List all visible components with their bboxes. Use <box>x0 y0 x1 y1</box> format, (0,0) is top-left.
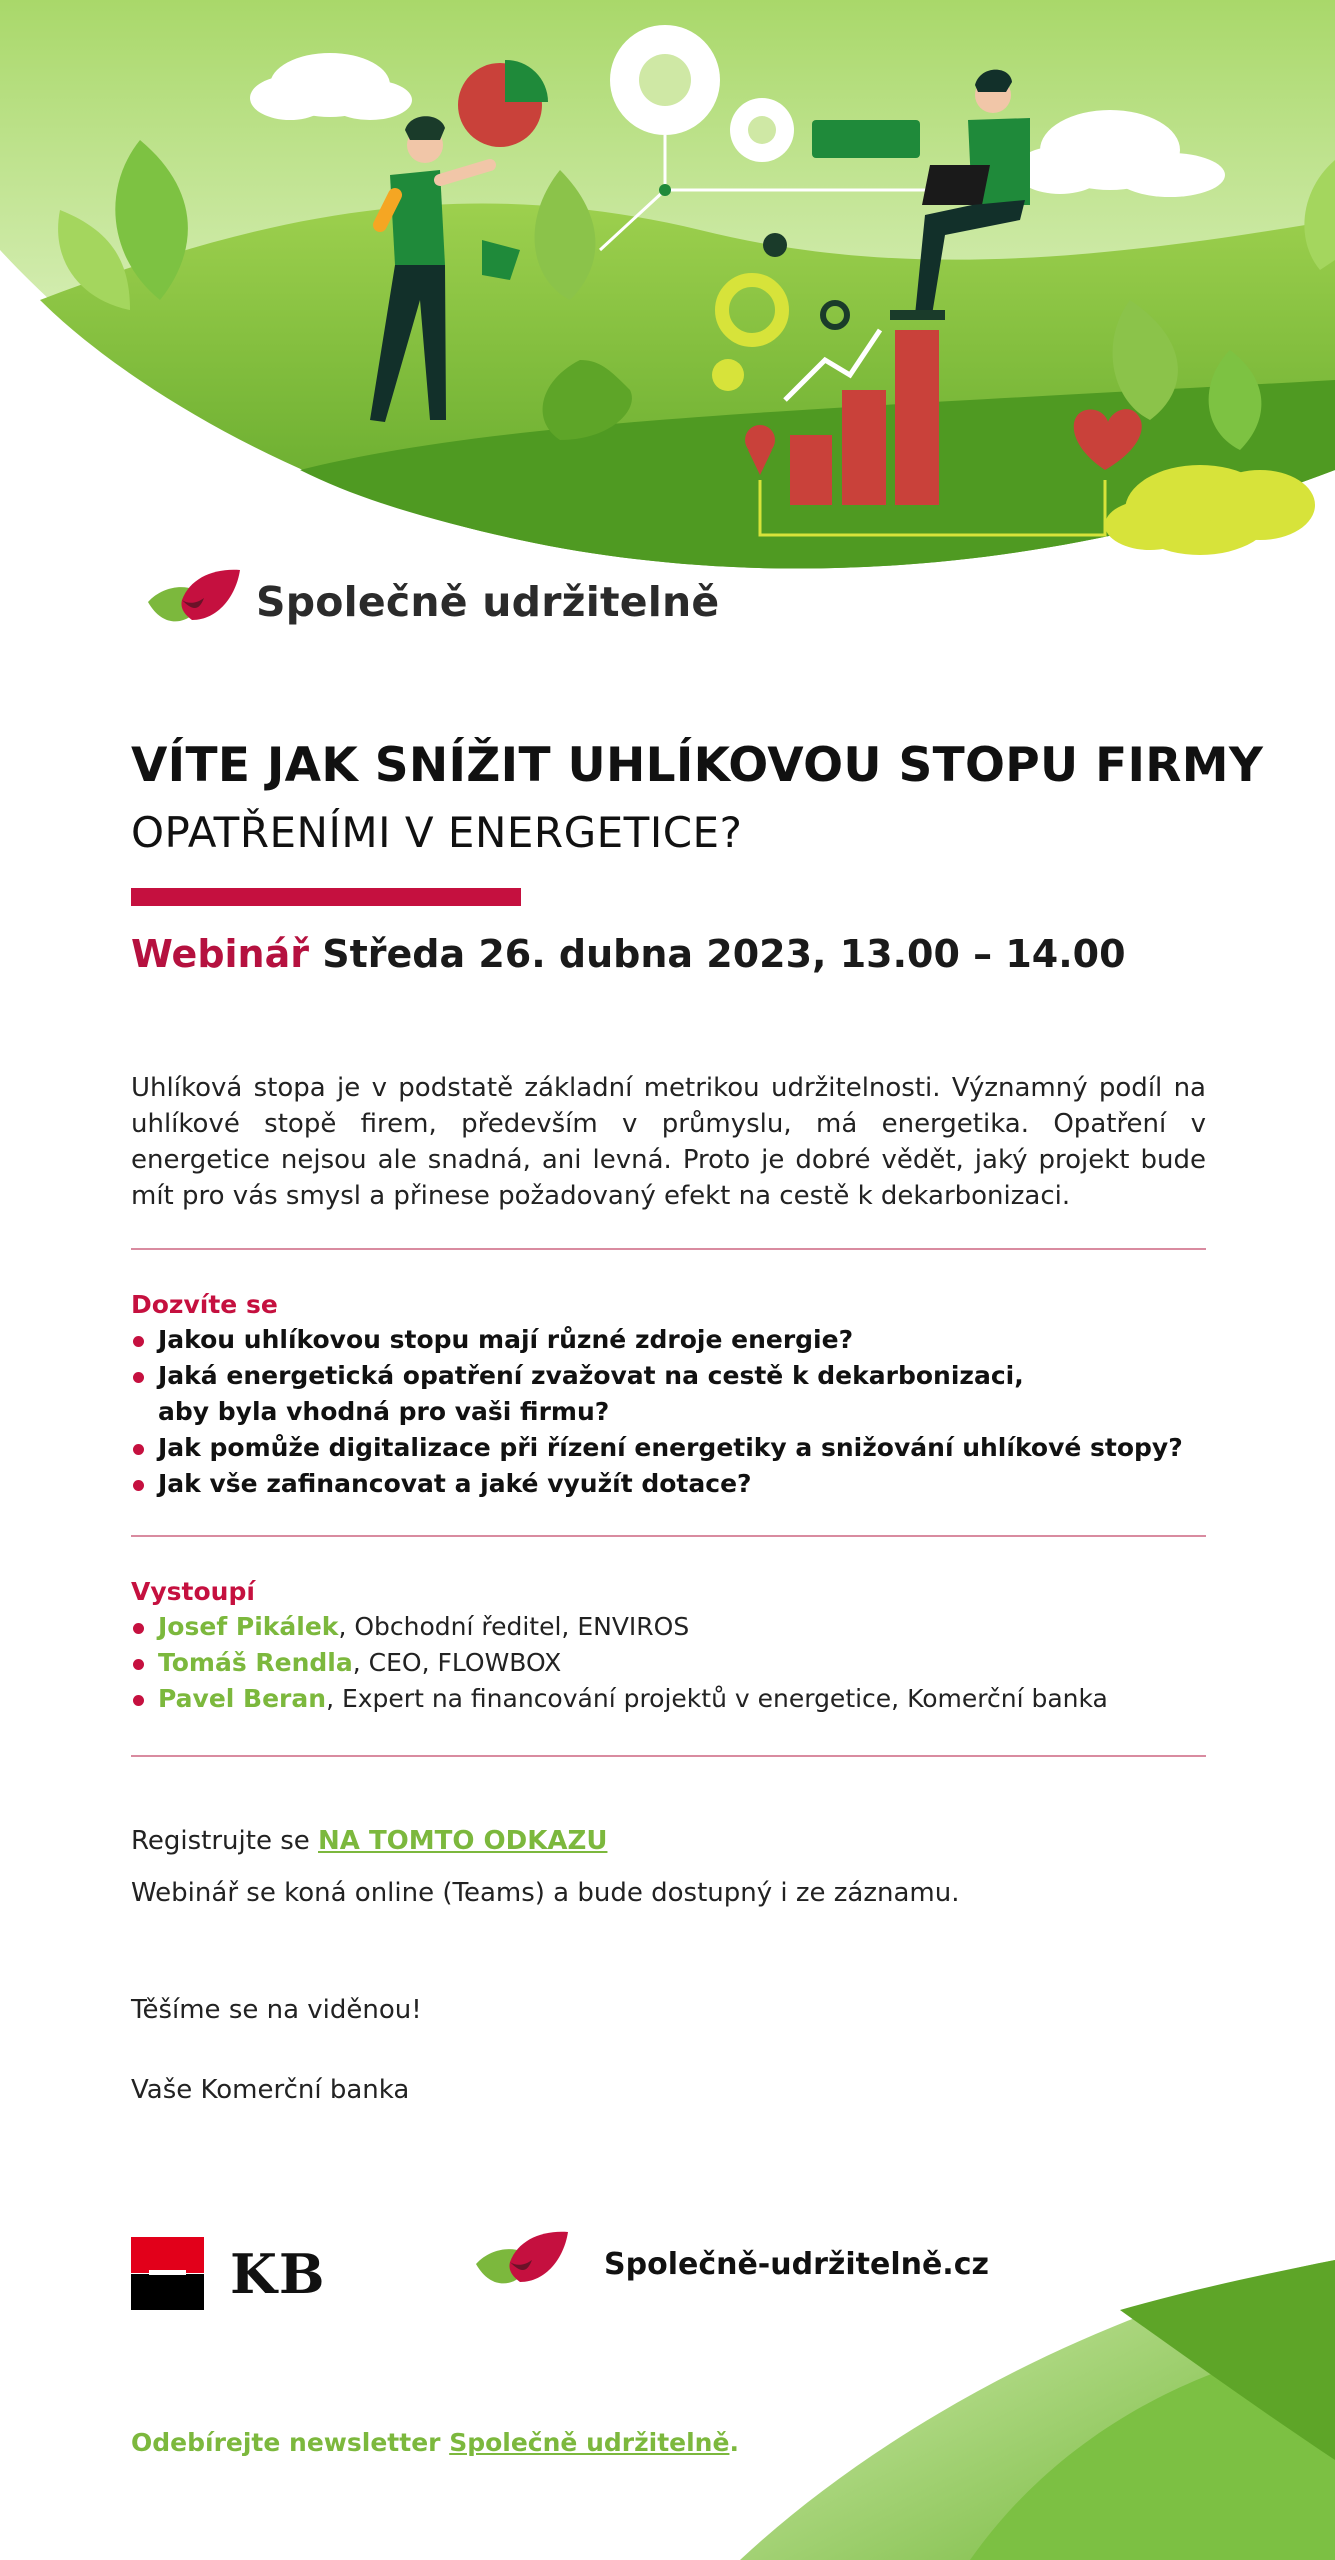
list-item: Jak vše zafinancovat a jaké využít dotace? <box>131 1466 1231 1502</box>
speaker-name: Pavel Beran <box>158 1684 327 1713</box>
speaker-item <box>131 1645 1231 1681</box>
speaker-item <box>131 1609 1231 1645</box>
leaf-logo-icon <box>144 564 240 640</box>
speaker-role: , Expert na financování projektů v energetice, Komerční banka <box>326 1684 1108 1713</box>
speaker-role: , CEO, FLOWBOX <box>352 1648 562 1677</box>
webinar-date-line <box>131 932 1126 976</box>
list-item-continuation: aby byla vhodná pro vaši firmu? <box>158 1397 610 1426</box>
speaker-role: , Obchodní ředitel, ENVIROS <box>338 1612 690 1641</box>
newsletter-link[interactable]: Společně udržitelně <box>449 2428 730 2457</box>
accent-bar <box>131 888 521 906</box>
hero-illustration <box>0 0 1335 580</box>
leaf-logo-icon <box>472 2226 568 2302</box>
speaker-item <box>131 1681 1231 1717</box>
intro-paragraph: Uhlíková stopa je v podstatě základní metrikou udržitelnosti. Významný podíl na uhlíkové stopě firem, především v průmyslu, má energetika. Opatření v energetice nejsou ale snadná, ani levná. Proto je dobré vědět, jaký projekt bude mít pro vás smysl a přinese požadovaný efekt na cestě k dekarbonizaci. <box>131 1073 1206 1211</box>
greeting: Těšíme se na viděnou! <box>131 1995 422 2025</box>
speakers-list <box>131 1609 1231 1717</box>
signature: Vaše Komerční banka <box>131 2075 410 2105</box>
site-url[interactable]: Společně-udržitelně.cz <box>604 2246 989 2282</box>
divider <box>131 1248 1206 1250</box>
learn-list <box>131 1322 1231 1502</box>
list-item: Jakou uhlíkovou stopu mají různé zdroje energie? <box>131 1322 1231 1358</box>
kb-mark-icon <box>131 2237 204 2310</box>
newsletter-suffix: . <box>729 2428 739 2457</box>
corner-hill-decoration <box>740 2260 1335 2560</box>
kb-logo <box>131 2237 327 2310</box>
subheadline: OPATŘENÍMI V ENERGETICE? <box>131 808 743 857</box>
brand-header <box>144 564 719 640</box>
kb-wordmark: KB <box>230 2241 327 2306</box>
newsletter-line <box>131 2428 739 2457</box>
list-item: Jaká energetická opatření zvažovat na cestě k dekarbonizaci, <box>131 1358 1231 1394</box>
speaker-name: Josef Pikálek <box>158 1612 339 1641</box>
headline: VÍTE JAK SNÍŽIT UHLÍKOVOU STOPU FIRMY <box>131 738 1264 793</box>
divider <box>131 1535 1206 1537</box>
learn-section-title: Dozvíte se <box>131 1290 278 1319</box>
register-prefix: Registrujte se <box>131 1826 319 1856</box>
list-item: Jak pomůže digitalizace při řízení energetiky a snižování uhlíkové stopy? <box>131 1430 1231 1466</box>
register-line <box>131 1826 607 1856</box>
divider <box>131 1755 1206 1757</box>
webinar-date: Středa 26. dubna 2023, 13.00 – 14.00 <box>309 932 1126 976</box>
speaker-name: Tomáš Rendla <box>158 1648 353 1677</box>
brand-name: Společně udržitelně <box>256 578 720 626</box>
newsletter-prefix: Odebírejte newsletter <box>131 2428 450 2457</box>
online-note: Webinář se koná online (Teams) a bude dostupný i ze záznamu. <box>131 1878 960 1908</box>
register-link[interactable]: NA TOMTO ODKAZU <box>318 1826 608 1856</box>
speakers-section-title: Vystoupí <box>131 1577 255 1606</box>
webinar-label: Webinář <box>131 932 309 976</box>
